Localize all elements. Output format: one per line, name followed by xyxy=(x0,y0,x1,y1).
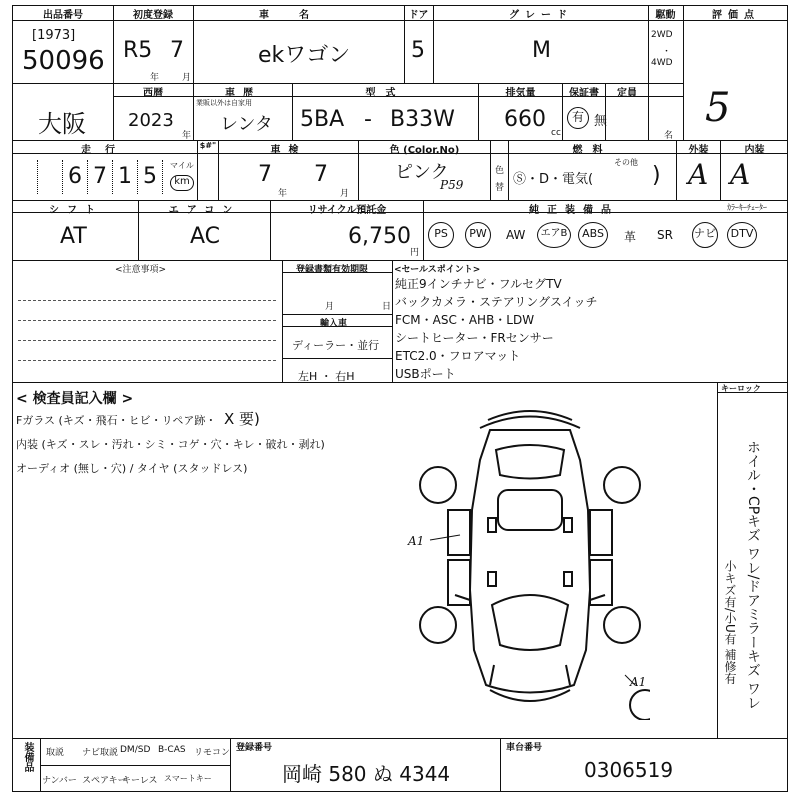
km-circle xyxy=(170,175,194,191)
model-code-label: 型式 xyxy=(365,88,406,99)
sales-point: シートヒーター・FRセンサー xyxy=(395,331,554,345)
footer-item: キーレス xyxy=(122,776,158,786)
capacity-unit: 名 xyxy=(664,131,674,141)
footer-item: ナンバー xyxy=(42,776,77,786)
import-label: 輸入車 xyxy=(320,319,348,329)
equip-pw-label: PW xyxy=(469,227,487,240)
inspector-line-2: 内装 (キズ・スレ・汚れ・シミ・コゲ・穴・キレ・破れ・剥れ) xyxy=(16,438,325,451)
mileage-label: 走行 xyxy=(81,145,129,156)
car-damage-diagram xyxy=(410,400,650,720)
year-label: 西暦 xyxy=(143,88,163,99)
mileage-digit-1: 6 xyxy=(68,164,82,189)
equip-ps-label: PS xyxy=(434,227,448,240)
grade-label: グレード xyxy=(509,10,573,21)
recycle-label: リサイクル預託金 xyxy=(307,205,387,216)
first-reg-era: R5 xyxy=(123,38,153,63)
color-label: 色 (Color.No) xyxy=(389,145,460,156)
mileage-digit-4: 5 xyxy=(143,164,157,189)
side-note-2: 小キズ有/小U有 補修有 xyxy=(723,560,737,685)
side-note-1: ホイル・CPキズ ワレ/ドアミラーキズ ワレ xyxy=(745,440,761,710)
inspector-line-1: Fガラス (キズ・飛石・ヒビ・リペア跡・ xyxy=(16,414,217,427)
mile-unit: マイル xyxy=(170,161,194,170)
model-prefix: 5BA xyxy=(300,107,345,132)
displacement-value: 660 xyxy=(504,107,546,132)
warranty-no: 無 xyxy=(594,114,608,129)
sales-point: FCM・ASC・AHB・LDW xyxy=(395,313,535,327)
plate-value: 岡崎 580 ぬ 4344 xyxy=(282,762,451,786)
equip-dtv xyxy=(727,222,757,248)
equip-airbag xyxy=(537,222,571,248)
interior-label: 内装 xyxy=(744,145,765,156)
year-value-unit: 年 xyxy=(182,131,192,141)
inspector-line-3: オーディオ (無し・穴) / タイヤ (スタッドレス) xyxy=(16,462,248,475)
keylock-label: キーロック xyxy=(721,384,761,393)
year-value: 2023 xyxy=(128,110,174,131)
insp-year-unit: 年 xyxy=(278,189,288,199)
history-value: レンタ xyxy=(220,114,273,135)
km-unit: km xyxy=(174,176,190,187)
ac-label: エアコン xyxy=(168,205,241,216)
footer-item: スマートキー xyxy=(164,774,212,783)
inspector-title: < 検査員記入欄 > xyxy=(16,391,134,407)
year-unit: 年 xyxy=(150,73,160,83)
color-change-2: 替 xyxy=(495,183,505,193)
model-code: B33W xyxy=(390,107,455,132)
score-label: 評価点 xyxy=(712,10,760,21)
sales-point: 純正9インチナビ・フルセグTV xyxy=(395,277,562,291)
equip-airbag-label: エアB xyxy=(540,228,568,239)
plate-label: 登録番号 xyxy=(236,743,273,753)
equip-abs-label: ABS xyxy=(582,227,604,240)
model-dash: - xyxy=(364,107,372,132)
equip-navi-label: ナビ xyxy=(694,227,716,240)
month-unit: 月 xyxy=(182,73,192,83)
warranty-yes: 有 xyxy=(571,110,584,124)
reg-month-unit: 月 xyxy=(325,302,335,312)
drive-4wd: 4WD xyxy=(651,58,673,68)
sales-label: <セールスポイント> xyxy=(394,265,481,275)
lot-number: 50096 xyxy=(22,46,105,76)
venue: 大阪 xyxy=(38,110,86,138)
caution-label: <注意事項> xyxy=(115,265,167,275)
warranty-label: 保証書 xyxy=(569,88,599,99)
first-reg-month: 7 xyxy=(170,38,184,63)
first-reg-label: 初度登録 xyxy=(133,10,173,21)
capacity-label: 定員 xyxy=(617,88,637,99)
footer-item: リモコン xyxy=(194,748,231,758)
car-name: ekワゴン xyxy=(258,43,351,68)
sales-point: ETC2.0・フロアマット xyxy=(395,349,521,363)
equip-ps xyxy=(428,222,454,248)
history-label: 車歴 xyxy=(225,88,261,99)
cc-unit: cc xyxy=(551,128,561,138)
footer-item: 取説 xyxy=(46,748,65,758)
score-value: 5 xyxy=(705,85,731,131)
equip-leather: 革 xyxy=(624,230,637,244)
shift-value: AT xyxy=(60,224,87,249)
exterior-value: A xyxy=(688,158,709,191)
footer-item: ナビ取説 xyxy=(82,748,119,758)
drive-2wd: 2WD xyxy=(651,30,673,40)
footer-item: B-CAS xyxy=(158,745,186,755)
reg-day-unit: 日 xyxy=(382,302,392,312)
reg-expiry-label: 登録書類有効期限 xyxy=(296,265,369,275)
car-name-label: 車名 xyxy=(259,10,339,21)
damage-mark-left: A1 xyxy=(408,534,425,548)
mileage-digit-2: 7 xyxy=(93,164,107,189)
equip-navi xyxy=(692,222,718,248)
equip-sr: SR xyxy=(657,228,673,242)
sales-point: バックカメラ・ステアリングスイッチ xyxy=(395,295,598,309)
doors-label: ドア xyxy=(408,10,429,21)
equip-pw xyxy=(465,222,491,248)
lot-bracket: [1973] xyxy=(32,28,76,43)
color-change-1: 色 xyxy=(495,166,505,176)
insp-month-unit: 月 xyxy=(340,189,350,199)
mileage-digit-3: 1 xyxy=(118,164,132,189)
damage-mark-right: A1 xyxy=(630,675,647,689)
lot-label: 出品番号 xyxy=(43,10,83,21)
fuel-other-label: その他 xyxy=(614,158,638,167)
exterior-label: 外装 xyxy=(688,145,709,156)
footer-equip-label: 装備品 xyxy=(22,742,33,772)
interior-value: A xyxy=(730,158,751,191)
dealer-options: ディーラー・並行 xyxy=(292,339,380,352)
warranty-yes-circle xyxy=(567,107,589,129)
footer-item: DM/SD xyxy=(120,745,151,755)
hand-drive-options: 左H ・ 右H xyxy=(298,370,355,383)
equip-label: 純正装備品 xyxy=(529,205,619,216)
recycle-value: 6,750 xyxy=(348,224,411,249)
grade-value: M xyxy=(532,38,551,63)
chassis-label: 車台番号 xyxy=(506,743,543,753)
footer-item: スペアキー xyxy=(82,776,127,786)
color-value: ピンク xyxy=(395,162,449,183)
history-sub: 業販以外は自家用 xyxy=(196,99,252,107)
fuel-close: ) xyxy=(652,163,661,188)
equip-dtv-label: DTV xyxy=(730,227,754,240)
ac-value: AC xyxy=(190,224,221,249)
fuel-options: Ⓢ・D・電気( xyxy=(513,172,594,187)
shift-label: シフト xyxy=(49,205,103,216)
sales-point: USBポート xyxy=(395,367,456,381)
color-code: P59 xyxy=(440,178,464,192)
inspection-month: 7 xyxy=(314,162,328,187)
equip-aw: AW xyxy=(506,228,526,242)
windshield-mark: X 要) xyxy=(224,410,260,428)
chassis-value: 0306519 xyxy=(584,758,674,782)
yen-unit: 円 xyxy=(410,248,420,258)
inspection-year: 7 xyxy=(258,162,272,187)
bodycolor-label: ｶﾗｰｷｰﾁｪｰﾀｰ xyxy=(727,203,767,212)
smeter-label: $#" xyxy=(199,141,217,150)
drive-dot: ・ xyxy=(662,47,672,57)
drive-label: 駆動 xyxy=(655,10,676,21)
inspection-label: 車検 xyxy=(270,145,307,156)
displacement-label: 排気量 xyxy=(505,88,536,99)
equip-abs xyxy=(578,222,608,248)
fuel-label: 燃料 xyxy=(572,145,613,156)
doors-value: 5 xyxy=(411,38,425,63)
